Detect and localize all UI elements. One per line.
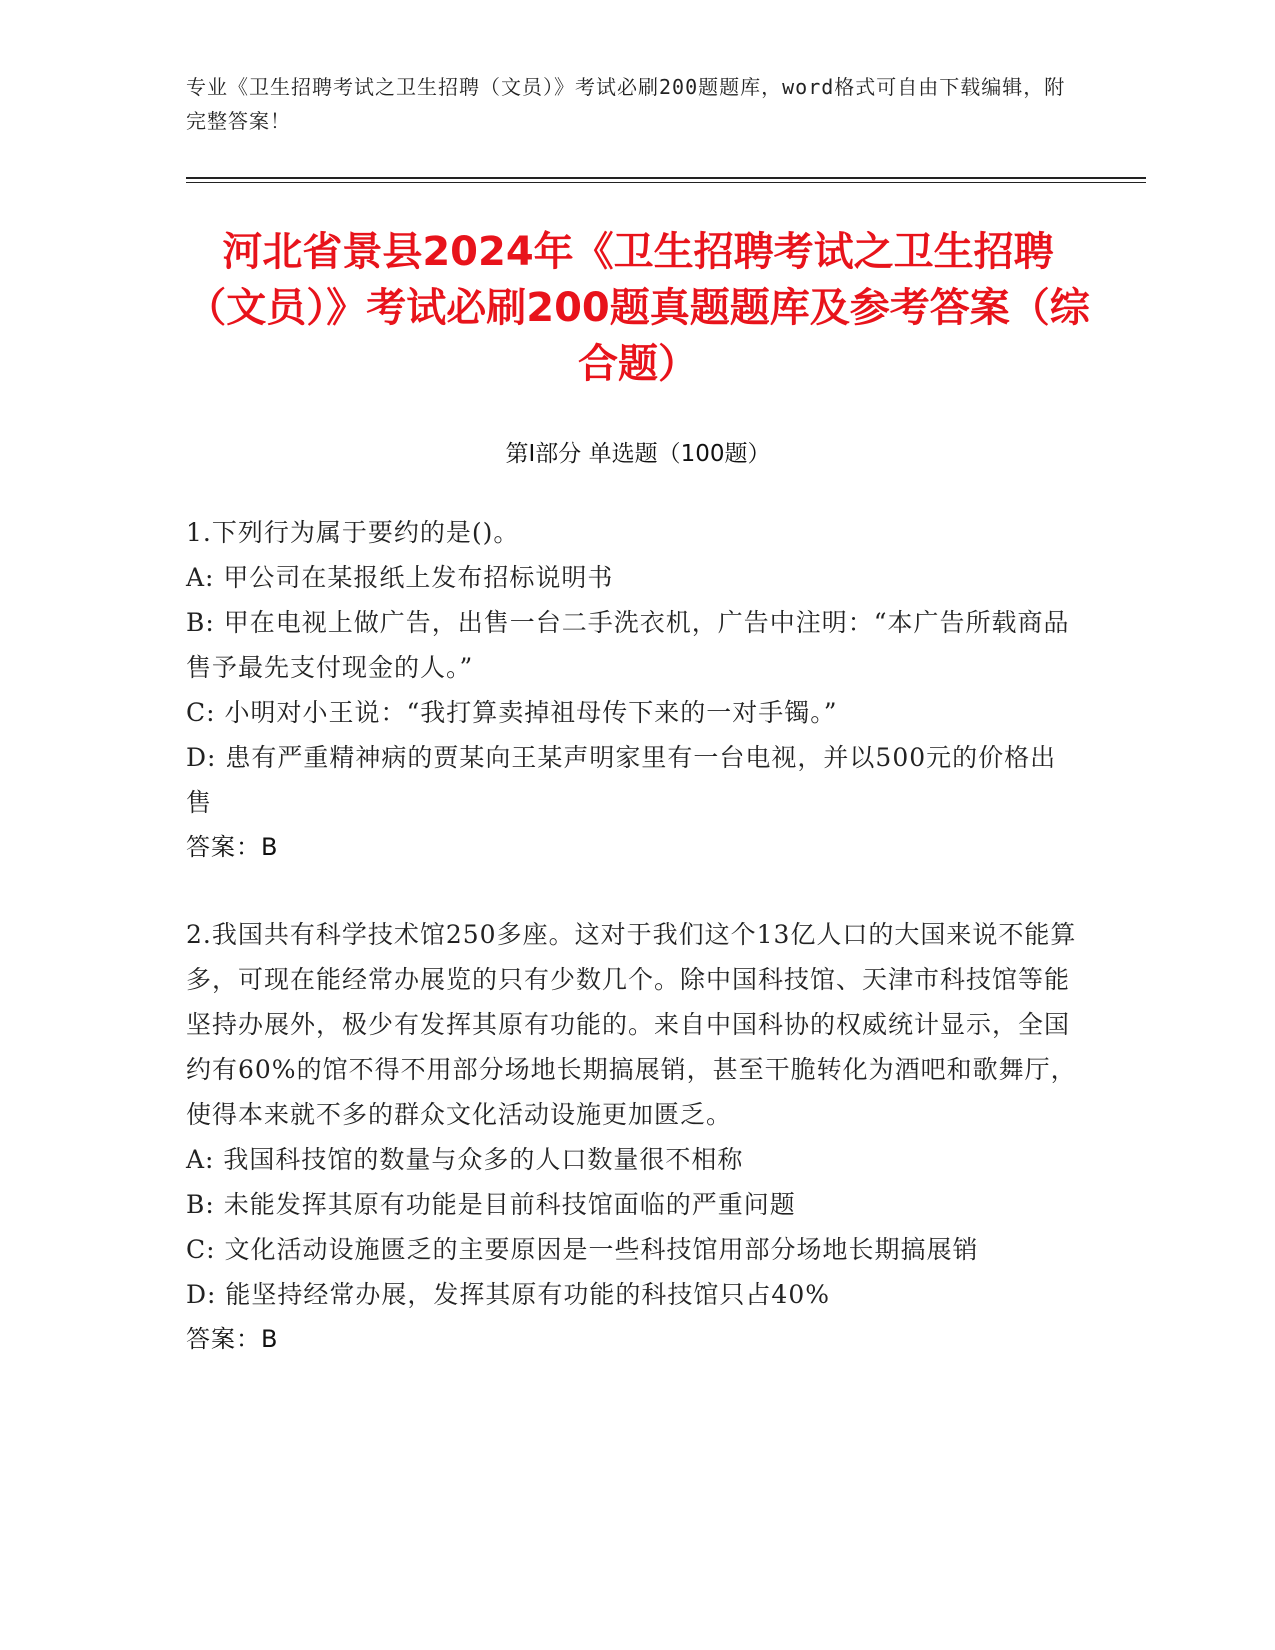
question-stem: 2.我国共有科学技术馆250多座。这对于我们这个13亿人口的大国来说不能算多，可现在能经常办展览的只有少数几个。除中国科技馆、天津市科技馆等能坚持办展外，极少有发挥其原有功能的。来自中国科协的权威统计显示，全国约有60%的馆不得不用部分场地长期搞展销，甚至干脆转化为酒吧和歌舞厅，使得本来就不多的群众文化活动设施更加匮乏。 <box>186 920 1077 1129</box>
answer: 答案：B <box>186 1325 279 1353</box>
header-divider-thin <box>186 182 1146 183</box>
header-divider <box>186 177 1146 179</box>
section-heading: 第I部分 单选题（100题） <box>505 441 771 467</box>
question-2 <box>186 912 1081 1362</box>
question-1 <box>186 510 1081 870</box>
option-c: C: 文化活动设施匮乏的主要原因是一些科技馆用部分场地长期搞展销 <box>186 1235 979 1264</box>
header-note: 专业《卫生招聘考试之卫生招聘（文员）》考试必刷200题题库，word格式可自由下载编辑，附完整答案！ <box>186 75 1066 133</box>
option-c: C: 小明对小王说：“我打算卖掉祖母传下来的一对手镯。” <box>186 698 838 727</box>
document-title: 河北省景县2024年《卫生招聘考试之卫生招聘（文员）》考试必刷200题真题题库及参考答案（综合题） <box>186 229 1090 387</box>
option-b: B: 甲在电视上做广告，出售一台二手洗衣机，广告中注明：“本广告所载商品售予最先支付现金的人。” <box>186 608 1070 682</box>
option-d: D: 能坚持经常办展，发挥其原有功能的科技馆只占40% <box>186 1280 830 1309</box>
answer: 答案：B <box>186 833 279 861</box>
question-stem: 1.下列行为属于要约的是()。 <box>186 518 520 547</box>
option-a: A: 我国科技馆的数量与众多的人口数量很不相称 <box>186 1145 744 1174</box>
option-b: B: 未能发挥其原有功能是目前科技馆面临的严重问题 <box>186 1190 796 1219</box>
option-a: A: 甲公司在某报纸上发布招标说明书 <box>186 563 614 592</box>
option-d: D: 患有严重精神病的贾某向王某声明家里有一台电视，并以500元的价格出售 <box>186 743 1057 817</box>
